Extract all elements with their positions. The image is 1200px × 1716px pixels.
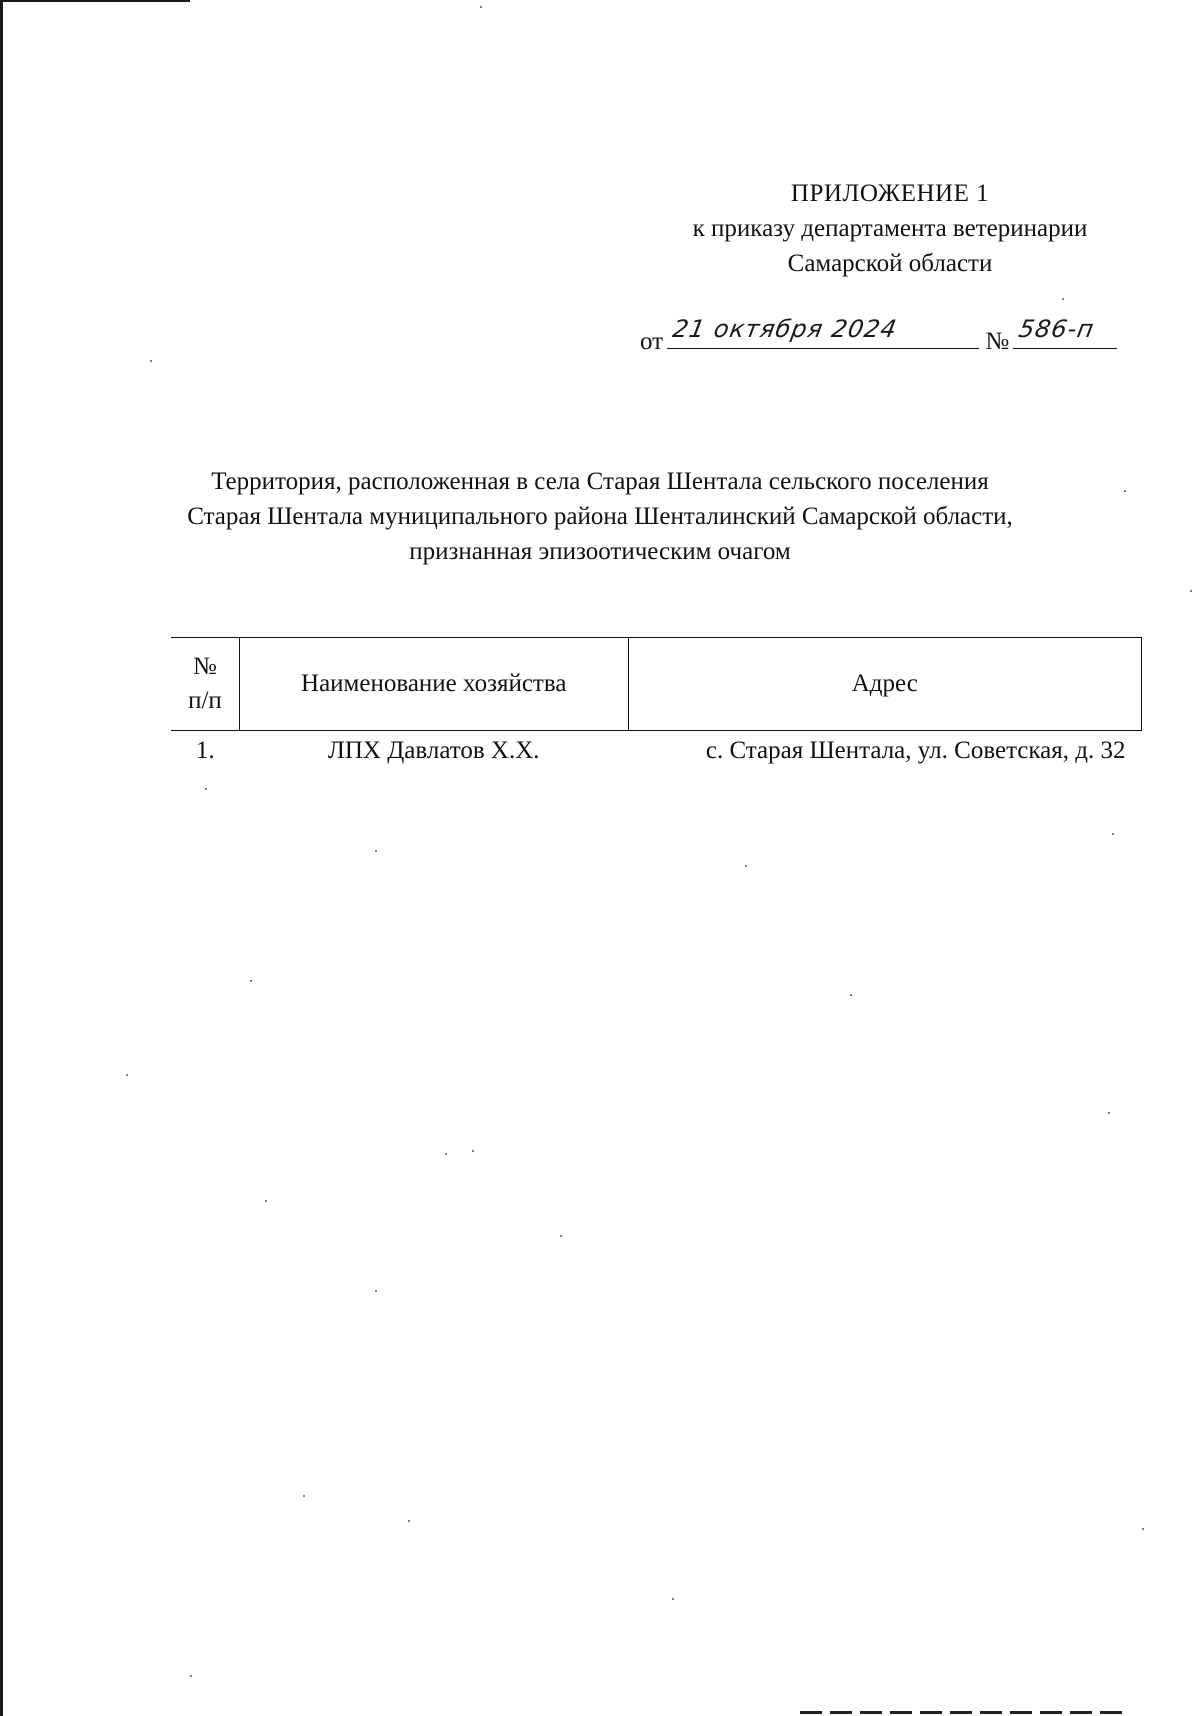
header-farm-name: Наименование хозяйства — [239, 638, 628, 731]
table-row — [171, 731, 1142, 778]
scan-edge-top — [0, 0, 190, 2]
scan-speck — [408, 1520, 410, 1522]
scan-speck — [190, 1675, 192, 1677]
scan-speck — [205, 788, 207, 790]
scan-speck — [126, 1074, 128, 1076]
scan-speck — [445, 1153, 447, 1155]
order-date-number-line — [640, 315, 1140, 359]
scan-speck — [375, 850, 377, 852]
farms-table — [171, 637, 1142, 777]
scan-speck — [303, 1495, 305, 1497]
scan-speck — [1108, 1112, 1110, 1114]
header-address: Адрес — [628, 638, 1141, 731]
scan-speck — [1142, 1528, 1144, 1530]
scan-speck — [375, 1290, 377, 1292]
header-number — [171, 638, 239, 731]
scan-speck — [250, 980, 252, 982]
scan-speck — [1062, 298, 1064, 300]
cell-address: с. Старая Шентала, ул. Советская, д. 32 — [705, 737, 1126, 764]
appendix-header — [640, 176, 1140, 281]
scan-speck — [672, 1598, 674, 1600]
scan-speck — [480, 6, 482, 8]
header-number-pp: п/п — [188, 687, 222, 714]
order-date-prefix: от — [640, 328, 664, 355]
document-title-line-3: признанная эпизоотическим очагом — [409, 538, 791, 565]
order-number-prefix: № — [985, 328, 1010, 355]
scan-edge-bottom — [800, 1711, 1130, 1714]
document-title — [100, 464, 1100, 569]
cell-farm-name: ЛПХ Давлатов Х.Х. — [327, 737, 540, 764]
scan-speck — [1190, 590, 1192, 592]
header-number-sign: № — [193, 653, 217, 680]
order-date-blank — [667, 315, 979, 349]
table-header-row — [171, 638, 1142, 731]
scan-edge-left — [0, 0, 3, 1716]
order-number-blank — [1013, 315, 1117, 349]
appendix-line-1: к приказу департамента ветеринарии — [692, 215, 1088, 242]
cell-number: 1. — [195, 737, 215, 764]
farms-table-wrapper — [171, 637, 1142, 777]
scan-speck — [1124, 490, 1126, 492]
document-title-line-2: Старая Шентала муниципального района Шенталинский Самарской области, — [187, 503, 1013, 530]
document-title-line-1: Территория, расположенная в села Старая Шентала сельского поселения — [211, 468, 989, 495]
scan-speck — [850, 994, 852, 996]
order-date-handwritten: 21 октября 2024 — [670, 315, 900, 343]
scan-speck — [1112, 833, 1114, 835]
appendix-title: ПРИЛОЖЕНИЕ 1 — [790, 180, 990, 207]
order-number-handwritten: 586-п — [1016, 315, 1097, 343]
scan-speck — [560, 1235, 562, 1237]
scan-speck — [745, 865, 747, 867]
appendix-line-2: Самарской области — [787, 250, 993, 277]
scan-speck — [265, 1200, 267, 1202]
scan-speck — [472, 1150, 474, 1152]
scan-speck — [150, 360, 152, 362]
